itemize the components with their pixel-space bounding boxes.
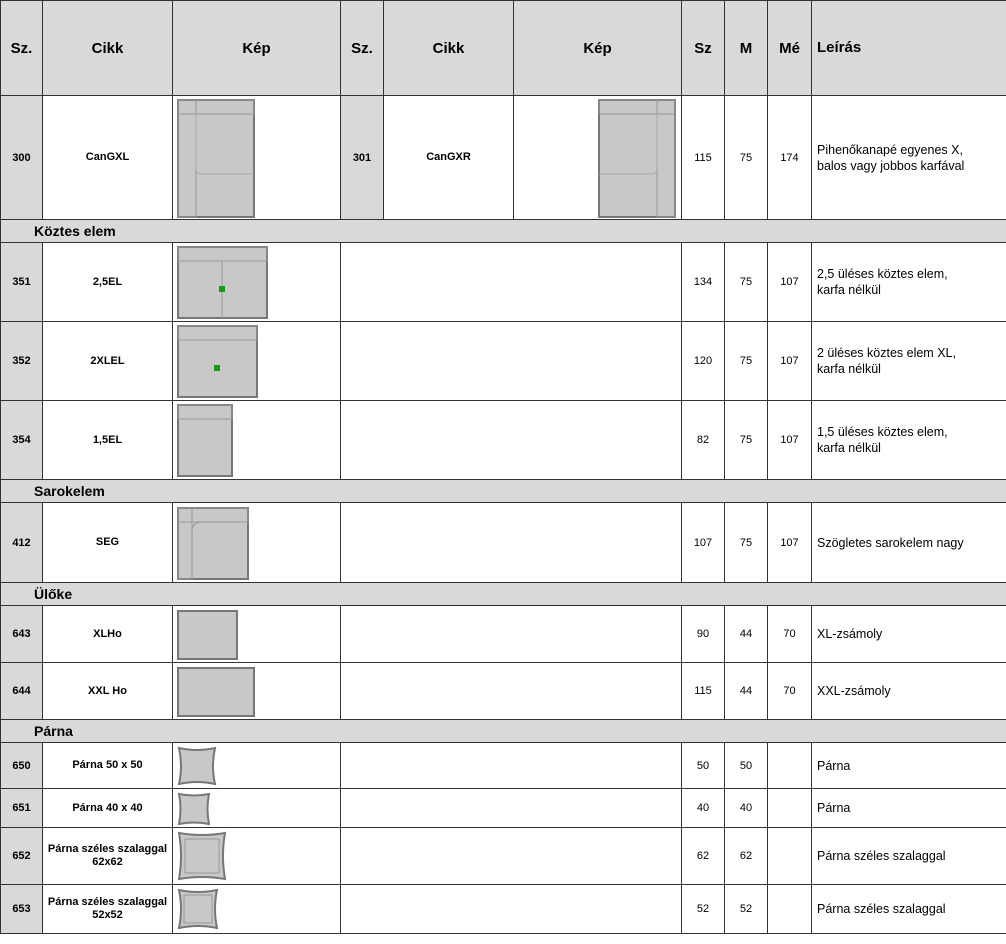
item-description: Párna széles szalaggal	[812, 828, 1006, 885]
col-melyseg: Mé	[768, 1, 812, 96]
col-sz2: Sz.	[341, 1, 384, 96]
section-parna: Párna	[1, 720, 1006, 743]
item-name: XXL Ho	[43, 663, 173, 720]
dimension-value: 70	[768, 663, 812, 720]
dimension-value: 62	[725, 828, 768, 885]
section-uloke: Ülőke	[1, 583, 1006, 606]
dimension-value: 90	[682, 606, 725, 663]
item-code: 351	[1, 243, 43, 322]
dimension-value: 40	[725, 789, 768, 828]
table-row	[1, 828, 1006, 885]
item-code: 653	[1, 885, 43, 934]
section-sarok: Sarokelem	[1, 480, 1006, 503]
dimension-value: 107	[768, 401, 812, 480]
dimension-value: 75	[725, 243, 768, 322]
item-name: Párna 40 x 40	[43, 789, 173, 828]
item-name: SEG	[43, 503, 173, 583]
product-image	[173, 96, 341, 220]
item-name: 2XLEL	[43, 322, 173, 401]
pillow-50-icon	[177, 746, 217, 786]
table-row	[1, 789, 1006, 828]
item-name: Párna széles szalaggal 62x62	[43, 828, 173, 885]
ottoman-xl-icon	[177, 610, 239, 661]
item-code: 651	[1, 789, 43, 828]
item-code: 652	[1, 828, 43, 885]
item-description: Szögletes sarokelem nagy	[812, 503, 1006, 583]
sofa-25-icon	[177, 246, 269, 320]
item-name: CanGXL	[43, 96, 173, 220]
item-code: 300	[1, 96, 43, 220]
dimension-value: 75	[725, 96, 768, 220]
col-magassag: M	[725, 1, 768, 96]
table-row	[1, 743, 1006, 789]
dimension-value: 75	[725, 401, 768, 480]
dimension-value: 115	[682, 96, 725, 220]
item-description: 1,5 üléses köztes elem, karfa nélkül	[812, 401, 1006, 480]
table-row	[1, 401, 1006, 480]
item-name: Párna 50 x 50	[43, 743, 173, 789]
pillow-band-62-icon	[177, 831, 227, 881]
item-code: 352	[1, 322, 43, 401]
col-kep: Kép	[173, 1, 341, 96]
pillow-band-52-icon	[177, 888, 219, 930]
dimension-value: 174	[768, 96, 812, 220]
sofa-2xl-icon	[177, 325, 259, 399]
dimension-value: 70	[768, 606, 812, 663]
item-name: XLHo	[43, 606, 173, 663]
col-leiras: Leírás	[812, 1, 1006, 96]
dimension-value: 52	[725, 885, 768, 934]
item-code: 644	[1, 663, 43, 720]
item-description: Párna	[812, 743, 1006, 789]
item-code: 354	[1, 401, 43, 480]
dimension-value: 120	[682, 322, 725, 401]
table-row	[1, 243, 1006, 322]
item-code: 643	[1, 606, 43, 663]
ottoman-xxl-icon	[177, 667, 256, 718]
item-description: Párna	[812, 789, 1006, 828]
cangxr-icon	[598, 99, 676, 219]
col-sz: Sz.	[1, 1, 43, 96]
col-kep2: Kép	[514, 1, 682, 96]
product-image	[514, 96, 682, 220]
table-row	[1, 322, 1006, 401]
dimension-value: 44	[725, 606, 768, 663]
item-name: CanGXR	[384, 96, 514, 220]
item-name: Párna széles szalaggal 52x52	[43, 885, 173, 934]
table-row	[1, 885, 1006, 934]
item-description: XL-zsámoly	[812, 606, 1006, 663]
dimension-value: 82	[682, 401, 725, 480]
dimension-value: 107	[682, 503, 725, 583]
item-code: 412	[1, 503, 43, 583]
table-row	[1, 503, 1006, 583]
corner-element-icon	[177, 507, 250, 581]
item-description: Pihenőkanapé egyenes X, balos vagy jobbos karfával	[812, 96, 1006, 220]
dimension-value: 62	[682, 828, 725, 885]
dimension-value: 52	[682, 885, 725, 934]
item-description: Párna széles szalaggal	[812, 885, 1006, 934]
pillow-40-icon	[177, 792, 211, 826]
item-description: XXL-zsámoly	[812, 663, 1006, 720]
col-szelesseg: Sz	[682, 1, 725, 96]
dimension-value: 134	[682, 243, 725, 322]
col-cikk: Cikk	[43, 1, 173, 96]
dimension-value: 107	[768, 322, 812, 401]
dimension-value: 40	[682, 789, 725, 828]
table-row	[1, 606, 1006, 663]
col-cikk2: Cikk	[384, 1, 514, 96]
item-description: 2 üléses köztes elem XL, karfa nélkül	[812, 322, 1006, 401]
dimension-value: 75	[725, 503, 768, 583]
table-row	[1, 96, 1006, 220]
item-code: 650	[1, 743, 43, 789]
dimension-value: 107	[768, 503, 812, 583]
sofa-15-icon	[177, 404, 234, 478]
item-name: 1,5EL	[43, 401, 173, 480]
dimension-value: 44	[725, 663, 768, 720]
item-name: 2,5EL	[43, 243, 173, 322]
section-koztes: Köztes elem	[1, 220, 1006, 243]
dimension-value: 50	[682, 743, 725, 789]
item-code: 301	[341, 96, 384, 220]
dimension-value: 50	[725, 743, 768, 789]
dimension-value: 75	[725, 322, 768, 401]
item-description: 2,5 üléses köztes elem, karfa nélkül	[812, 243, 1006, 322]
table-row	[1, 663, 1006, 720]
cangxl-icon	[177, 99, 255, 219]
dimension-value: 115	[682, 663, 725, 720]
table-header	[1, 1, 1006, 96]
dimension-value: 107	[768, 243, 812, 322]
